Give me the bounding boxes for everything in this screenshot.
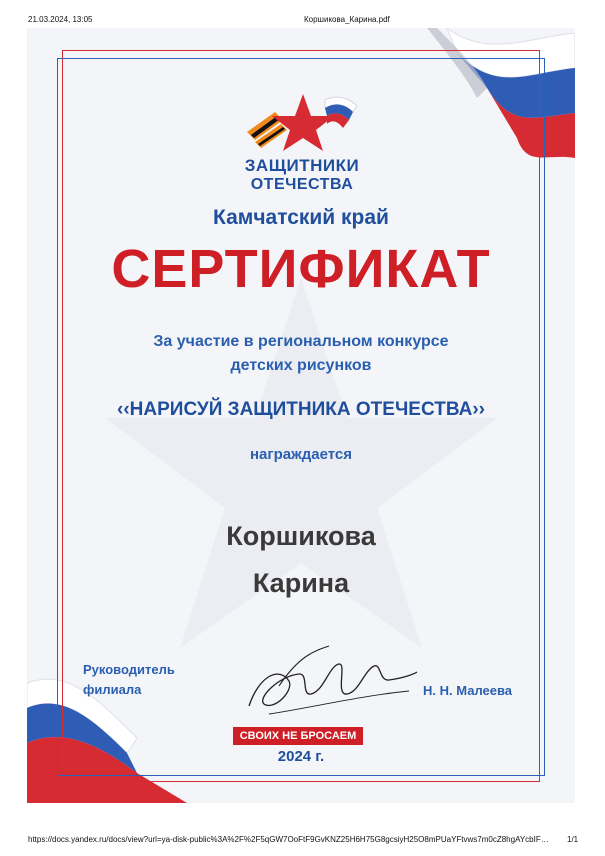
signer-role-line1: Руководитель — [83, 662, 175, 677]
print-filename: Коршикова_Карина.pdf — [304, 15, 390, 24]
certificate-sheet — [27, 28, 575, 803]
print-header — [0, 15, 605, 27]
print-footer — [0, 835, 605, 847]
logo-emblem-icon — [245, 90, 360, 152]
signer-role — [83, 660, 175, 700]
recipient-first-name: Карина — [252, 568, 350, 598]
print-url[interactable]: https://docs.yandex.ru/docs/view?url=ya-disk-public%3A%2F%2F5qGW7OoFtF9GvKNZ25H6H75G8gcsiyH25O8mPUaYFtvws7m0cZ8hgAYcbIF… — [28, 835, 549, 844]
certificate-year: 2024 г. — [277, 748, 325, 765]
contest-name: ‹‹НАРИСУЙ ЗАЩИТНИКА ОТЕЧЕСТВА›› — [117, 399, 485, 420]
defenders-logo — [217, 90, 387, 193]
awarded-text: награждается — [249, 446, 353, 463]
signer-name: Н. Н. Малеева — [423, 683, 513, 698]
participation-line2: детских рисунков — [230, 357, 372, 374]
participation-line1: За участие в региональном конкурсе — [153, 333, 449, 350]
handwritten-signature-icon — [239, 636, 419, 722]
logo-text-line1: ЗАЩИТНИКИ — [244, 156, 360, 175]
russian-flag-ribbon-icon — [325, 97, 357, 128]
region-title: Камчатский край — [213, 206, 389, 229]
recipient-last-name: Коршикова — [226, 521, 376, 551]
slogan-badge: СВОИХ НЕ БРОСАЕМ — [233, 727, 363, 745]
certificate-title: СЕРТИФИКАТ — [111, 239, 491, 299]
print-page-number: 1/1 — [567, 835, 579, 844]
print-datetime: 21.03.2024, 13:05 — [28, 15, 93, 24]
logo-text-line2: ОТЕЧЕСТВА — [250, 176, 354, 193]
signer-role-line2: филиала — [83, 682, 142, 697]
